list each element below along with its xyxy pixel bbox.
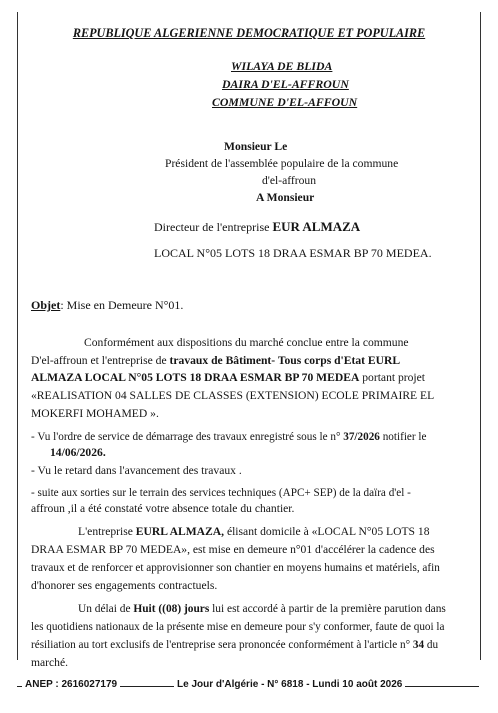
bullet-3-line-2: affroun ,il a été constaté votre absence totale du chantier. xyxy=(31,502,295,515)
bullet-1c: notifier le xyxy=(379,431,427,443)
p3-line-2: les quotidiens nationaux de la présente mise en demeure pour s'y conformer, faute de quoi la xyxy=(31,621,445,633)
commune-heading: COMMUNE D'EL-AFFOUN xyxy=(212,95,358,109)
wilaya-heading: WILAYA DE BLIDA xyxy=(231,59,333,73)
p1-line-4: «REALISATION 04 SALLES DE CLASSES (EXTENSION) ECOLE PRIMAIRE EL xyxy=(31,389,435,402)
p3-line-1a: Un délai de xyxy=(78,603,134,615)
p2-line-4: d'honorer ses engagements contractuels. xyxy=(31,579,218,592)
p1-line-2a: D'el-affroun et l'entreprise de xyxy=(31,354,170,367)
p1-line-2b: travaux de Bâtiment- Tous corps d'Etat EURL xyxy=(169,354,401,367)
p2-company-name: EURL ALMAZA, xyxy=(135,525,225,538)
p1-line-1: Conformément aux dispositions du marché conclue entre la commune xyxy=(84,336,409,349)
recipient-line xyxy=(154,220,360,234)
p3-line-1 xyxy=(78,602,446,616)
recipient-name: EUR ALMAZA xyxy=(272,219,361,234)
object-label: Objet xyxy=(31,298,61,312)
p3-line-4: marché. xyxy=(31,656,69,669)
p1-line-3a: ALMAZA LOCAL N°05 LOTS 18 DRAA ESMAR BP 70 MEDEA xyxy=(31,371,360,384)
recipient-address: LOCAL N°05 LOTS 18 DRAA ESMAR BP 70 MEDEA. xyxy=(154,246,432,260)
sender-commune: d'el-affroun xyxy=(262,174,317,187)
bullet-1a: - Vu l'ordre de service de démarrage des travaux enregistré sous le n° xyxy=(31,431,344,443)
p2-line-1a: L'entreprise xyxy=(78,525,136,538)
bullet-3-line-1: - suite aux sorties sur le terrain des services techniques (APC+ SEP) de la daïra d'el - xyxy=(31,487,411,499)
p1-line-5: MOKERFI MOHAMED ». xyxy=(31,407,159,420)
p3-line-3 xyxy=(31,638,438,652)
p3-line-3a: résiliation au tort exclusifs de l'entreprise sera prononcée conformément à l'article n° xyxy=(31,639,413,651)
bullet-2: - Vu le retard dans l'avancement des travaux . xyxy=(31,464,242,477)
p3-article-number: 34 xyxy=(412,639,425,651)
object-line xyxy=(31,298,183,312)
daira-heading: DAIRA D'EL-AFFROUN xyxy=(222,77,349,91)
sender-role: Président de l'assemblée populaire de la commune xyxy=(165,157,399,170)
footer-anep: ANEP : 2616027179 xyxy=(22,679,120,690)
footer-publication: Le Jour d'Algérie - N° 6818 - Lundi 10 août 2026 xyxy=(174,679,405,690)
p2-line-1 xyxy=(78,525,430,539)
p3-delay: Huit ((08) jours xyxy=(133,603,210,615)
p1-line-2 xyxy=(31,354,400,368)
recipient-prefix: Directeur de l'entreprise xyxy=(154,220,273,234)
p3-line-3c: du xyxy=(424,639,439,651)
p2-line-1c: élisant domicile à «LOCAL N°05 LOTS 18 xyxy=(224,525,430,538)
p2-line-3: travaux et de renforcer et approvisionner son chantier en moyens humains et matériels, afin xyxy=(31,562,440,574)
republic-heading: REPUBLIQUE ALGERIENNE DEMOCRATIQUE ET POPULAIRE xyxy=(72,26,426,40)
p2-line-2: DRAA ESMAR BP 70 MEDEA», est mise en demeure n°01 d'accélérer la cadence des xyxy=(31,543,435,556)
p3-line-1c: lui est accordé à partir de la première parution dans xyxy=(209,603,446,615)
bullet-1-order-number: 37/2026 xyxy=(343,431,380,443)
bullet-1-date: 14/06/2026. xyxy=(50,446,106,459)
bullet-1 xyxy=(31,430,427,444)
addressee-label: A Monsieur xyxy=(256,191,315,204)
sender-title: Monsieur Le xyxy=(224,140,288,153)
p1-line-3 xyxy=(31,371,425,385)
object-text: : Mise en Demeure N°01. xyxy=(60,298,184,312)
p1-line-3b: portant projet xyxy=(359,371,426,384)
